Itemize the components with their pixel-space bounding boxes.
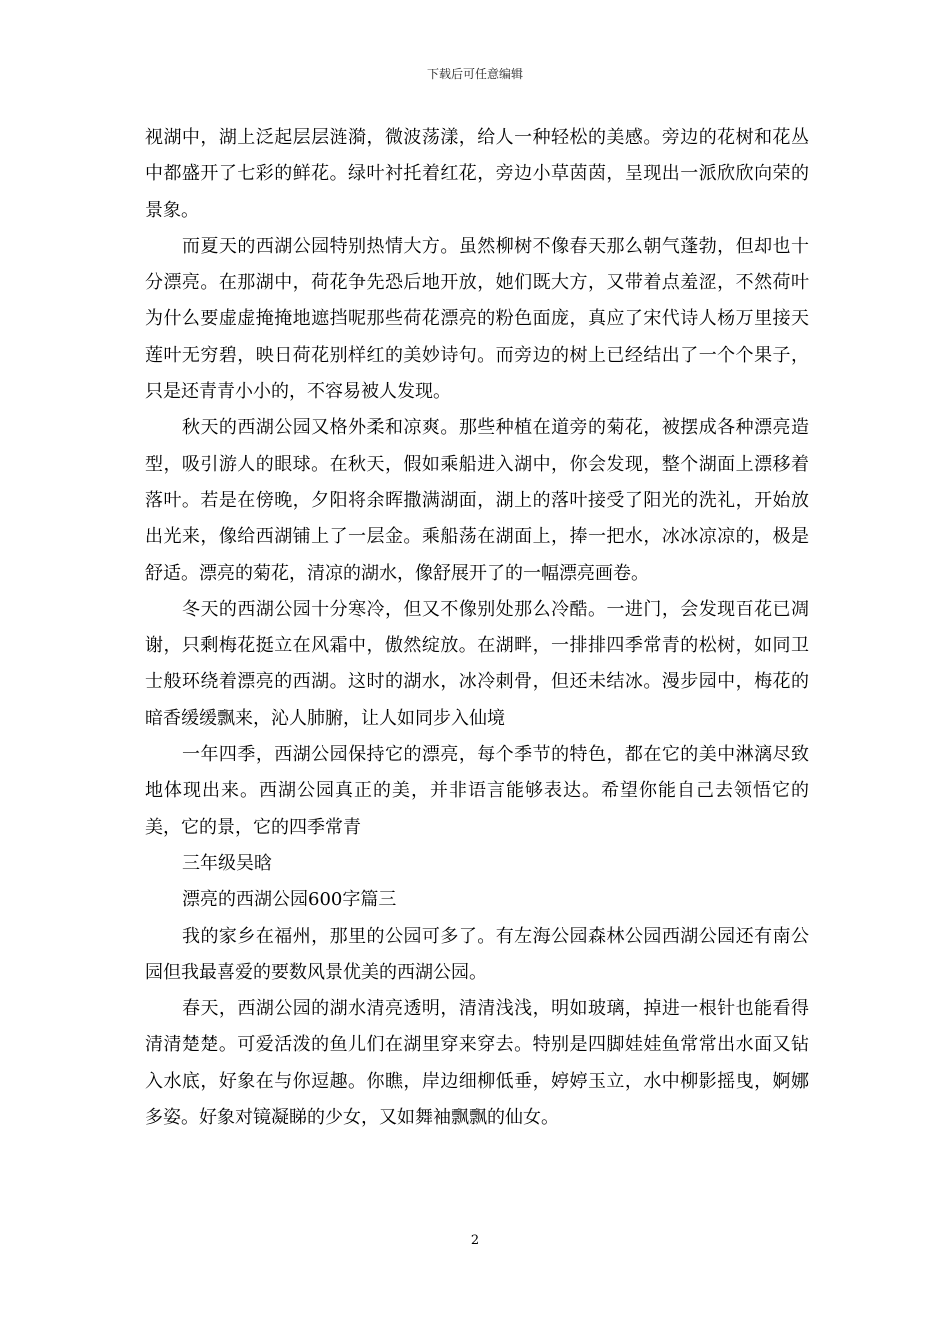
page-number: 2 xyxy=(470,1233,480,1248)
paragraph: 一年四季，西湖公园保持它的漂亮，每个季节的特色，都在它的美中淋漓尽致地体现出来。西湖公园真正的美，并非语言能够表达。希望你能自己去领悟它的美，它的景，它的四季常青 xyxy=(145,744,809,838)
paragraph: 秋天的西湖公园又格外柔和凉爽。那些种植在道旁的菊花，被摆成各种漂亮造型，吸引游人的眼球。在秋天，假如乘船进入湖中，你会发现，整个湖面上漂移着落叶。若是在傍晚，夕阳将余晖撒满湖面，湖上的落叶接受了阳光的洗礼，开始放出光来，像给西湖铺上了一层金。乘船荡在湖面上，捧一把水，冰冰凉凉的，极是舒适。漂亮的菊花，清凉的湖水，像舒展开了的一幅漂亮画卷。 xyxy=(145,417,809,584)
paragraph: 冬天的西湖公园十分寒冷，但又不像别处那么冷酷。一进门，会发现百花已凋谢，只剩梅花挺立在风霜中，傲然绽放。在湖畔，一排排四季常青的松树，如同卫士般环绕着漂亮的西湖。这时的湖水，冰冷刺骨，但还未结冰。漫步园中，梅花的暗香缓缓飘来，沁人肺腑，让人如同步入仙境 xyxy=(145,598,809,729)
document-body xyxy=(145,120,809,1136)
paragraph: 而夏天的西湖公园特别热情大方。虽然柳树不像春天那么朝气蓬勃，但却也十分漂亮。在那湖中，荷花争先恐后地开放，她们既大方，又带着点羞涩，不然荷叶为什么要虚虚掩掩地遮挡呢那些荷花漂亮的粉色面庞，真应了宋代诗人杨万里接天莲叶无穷碧，映日荷花别样红的美妙诗句。而旁边的树上已经结出了一个个果子，只是还青青小小的，不容易被人发现。 xyxy=(145,235,809,403)
paragraph: 春天，西湖公园的湖水清亮透明，清清浅浅，明如玻璃，掉进一根针也能看得清清楚楚。可爱活泼的鱼儿们在湖里穿来穿去。特别是四脚娃娃鱼常常出水面又钻入水底，好象在与你逗趣。你瞧，岸边细柳低垂，婷婷玉立，水中柳影摇曳，婀娜多姿。好象对镜凝睇的少女，又如舞袖飘飘的仙女。 xyxy=(145,998,809,1129)
page-header: 下载后可任意编辑 xyxy=(426,67,523,81)
author-line: 三年级吴晗 xyxy=(182,852,272,874)
paragraph: 我的家乡在福州，那里的公园可多了。有左海公园森林公园西湖公园还有南公园但我最喜爱的要数风景优美的西湖公园。 xyxy=(145,925,809,983)
paragraph: 视湖中，湖上泛起层层涟漪，微波荡漾，给人一种轻松的美感。旁边的花树和花丛中都盛开了七彩的鲜花。绿叶衬托着红花，旁边小草茵茵，呈现出一派欣欣向荣的景象。 xyxy=(145,127,809,221)
section-title: 漂亮的西湖公园600字篇三 xyxy=(182,889,397,911)
